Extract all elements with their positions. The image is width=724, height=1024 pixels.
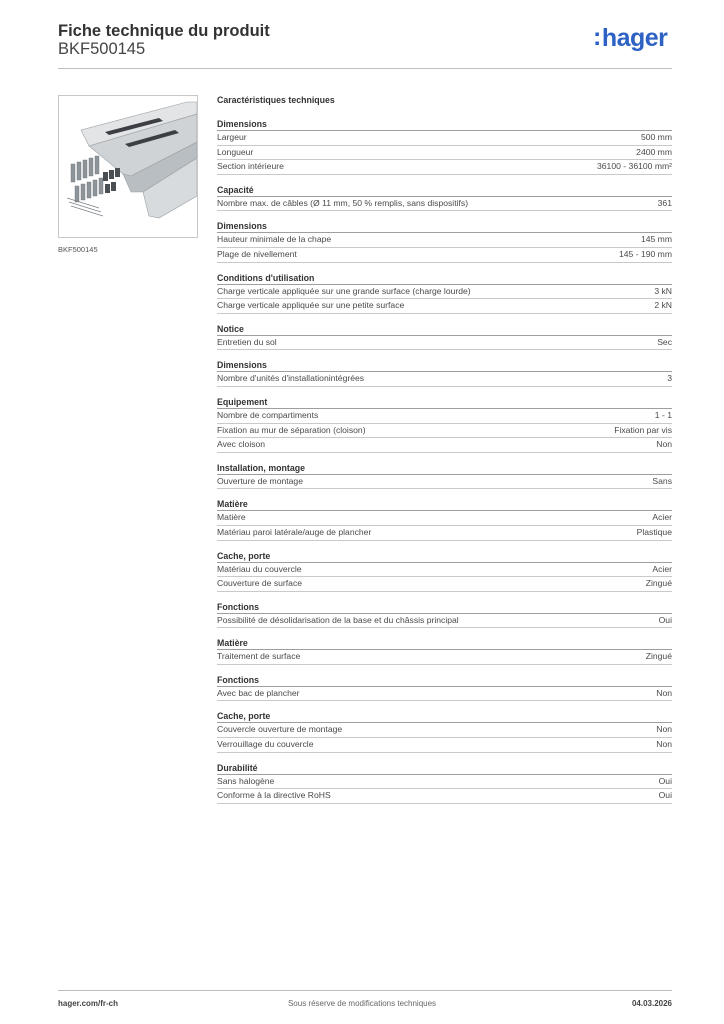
spec-group-title: Matière: [217, 637, 672, 650]
spec-value: Non: [656, 739, 672, 750]
spec-row: [217, 577, 672, 592]
spec-value: Sans: [652, 475, 672, 486]
spec-group: [217, 396, 672, 453]
spec-label: Traitement de surface: [217, 651, 301, 662]
spec-label: Sans halogène: [217, 775, 275, 786]
spec-value: Sec: [657, 336, 672, 347]
spec-row: [217, 775, 672, 790]
spec-value: Plastique: [636, 526, 672, 537]
hager-logo: :hager: [593, 23, 668, 52]
spec-value: Fixation par vis: [614, 424, 672, 435]
spec-label: Avec bac de plancher: [217, 687, 300, 698]
spec-row: [217, 146, 672, 161]
spec-row: [217, 248, 672, 263]
spec-label: Verrouillage du couvercle: [217, 739, 314, 750]
spec-group-title: Durabilité: [217, 762, 672, 775]
footer-notice: Sous réserve de modifications techniques: [287, 999, 437, 1008]
spec-group-title: Installation, montage: [217, 462, 672, 475]
spec-value: Non: [656, 439, 672, 450]
spec-value: 3: [667, 373, 672, 384]
footer-divider: [58, 990, 672, 991]
spec-group: [217, 118, 672, 175]
spec-group: [217, 323, 672, 351]
spec-value: Oui: [658, 790, 672, 801]
spec-group-title: Dimensions: [217, 359, 672, 372]
spec-row: [217, 563, 672, 578]
spec-row: [217, 723, 672, 738]
spec-label: Ouverture de montage: [217, 475, 303, 486]
spec-label: Couvercle ouverture de montage: [217, 724, 343, 735]
spec-value: Non: [656, 724, 672, 735]
spec-row: [217, 687, 672, 702]
spec-row: [217, 424, 672, 439]
spec-group: [217, 462, 672, 490]
spec-group-title: Cache, porte: [217, 550, 672, 563]
spec-value: Non: [656, 687, 672, 698]
spec-group-title: Conditions d'utilisation: [217, 272, 672, 285]
spec-row: [217, 131, 672, 146]
spec-label: Conforme à la directive RoHS: [217, 790, 331, 801]
spec-row: [217, 285, 672, 300]
spec-row: [217, 738, 672, 753]
spec-group: [217, 359, 672, 387]
spec-label: Possibilité de désolidarisation de la base et du châssis principal: [217, 614, 459, 625]
spec-value: Oui: [658, 614, 672, 625]
spec-label: Longueur: [217, 146, 254, 157]
spec-group-title: Cache, porte: [217, 710, 672, 723]
spec-row: [217, 614, 672, 629]
spec-row: [217, 197, 672, 212]
spec-row: [217, 372, 672, 387]
spec-value: 3 kN: [654, 285, 672, 296]
product-image: [58, 95, 198, 238]
spec-row: [217, 650, 672, 665]
spec-group: [217, 601, 672, 629]
spec-group: [217, 710, 672, 752]
spec-value: 2 kN: [654, 300, 672, 311]
spec-value: Oui: [658, 775, 672, 786]
spec-group-title: Equipement: [217, 396, 672, 409]
spec-label: Entretien du sol: [217, 336, 277, 347]
spec-group: [217, 272, 672, 314]
spec-row: [217, 526, 672, 541]
spec-label: Fixation au mur de séparation (cloison): [217, 424, 366, 435]
spec-label: Nombre max. de câbles (Ø 11 mm, 50 % remplis, sans dispositifs): [217, 197, 469, 208]
spec-value: 145 - 190 mm: [618, 248, 672, 259]
spec-group: [217, 498, 672, 540]
spec-value: Zingué: [645, 578, 672, 589]
spec-label: Nombre de compartiments: [217, 409, 319, 420]
spec-row: [217, 160, 672, 175]
spec-group: [217, 762, 672, 804]
page-title: Fiche technique du produit: [58, 22, 270, 40]
spec-row: [217, 299, 672, 314]
spec-row: [217, 511, 672, 526]
cable-floor-duct-icon: [59, 96, 197, 237]
spec-label: Section intérieure: [217, 161, 284, 172]
spec-label: Plage de nivellement: [217, 248, 297, 259]
spec-value: 1 - 1: [654, 409, 672, 420]
spec-group-title: Dimensions: [217, 220, 672, 233]
spec-label: Matériau paroi latérale/auge de plancher: [217, 526, 372, 537]
spec-value: 145 mm: [640, 234, 672, 245]
spec-row: [217, 336, 672, 351]
spec-value: Zingué: [645, 651, 672, 662]
spec-group-title: Notice: [217, 323, 672, 336]
header-divider: [58, 68, 672, 69]
technical-specifications: [217, 95, 672, 804]
logo-dots-icon: :: [593, 23, 601, 51]
spec-label: Nombre d'unités d'installationintégrées: [217, 373, 365, 384]
spec-value: 361: [657, 197, 672, 208]
spec-group-title: Capacité: [217, 184, 672, 197]
spec-label: Charge verticale appliquée sur une grande surface (charge lourde): [217, 285, 471, 296]
spec-value: Acier: [652, 563, 672, 574]
footer-website: hager.com/fr-ch: [58, 999, 119, 1008]
spec-group: [217, 637, 672, 665]
spec-label: Matière: [217, 512, 246, 523]
spec-row: [217, 409, 672, 424]
spec-row: [217, 233, 672, 248]
spec-label: Couverture de surface: [217, 578, 303, 589]
spec-group-title: Fonctions: [217, 601, 672, 614]
spec-row: [217, 475, 672, 490]
footer-date: 04.03.2026: [631, 999, 672, 1008]
spec-label: Hauteur minimale de la chape: [217, 234, 332, 245]
spec-group: [217, 184, 672, 212]
spec-row: [217, 438, 672, 453]
product-reference: BKF500145: [58, 40, 146, 58]
spec-label: Largeur: [217, 132, 247, 142]
spec-group-title: Dimensions: [217, 118, 672, 131]
spec-group-title: Matière: [217, 498, 672, 511]
spec-group: [217, 674, 672, 702]
spec-group: [217, 550, 672, 592]
spec-value: 2400 mm: [636, 146, 672, 157]
spec-groups: [217, 118, 672, 804]
specs-title: Caractéristiques techniques: [217, 95, 335, 105]
spec-value: 36100 - 36100 mm²: [597, 161, 672, 172]
image-caption: BKF500145: [58, 245, 98, 254]
spec-group: [217, 220, 672, 262]
spec-label: Avec cloison: [217, 439, 266, 450]
spec-label: Charge verticale appliquée sur une petite surface: [217, 300, 405, 311]
spec-row: [217, 789, 672, 804]
spec-group-title: Fonctions: [217, 674, 672, 687]
spec-value: 500 mm: [640, 132, 672, 142]
spec-label: Matériau du couvercle: [217, 563, 302, 574]
spec-value: Acier: [652, 512, 672, 523]
